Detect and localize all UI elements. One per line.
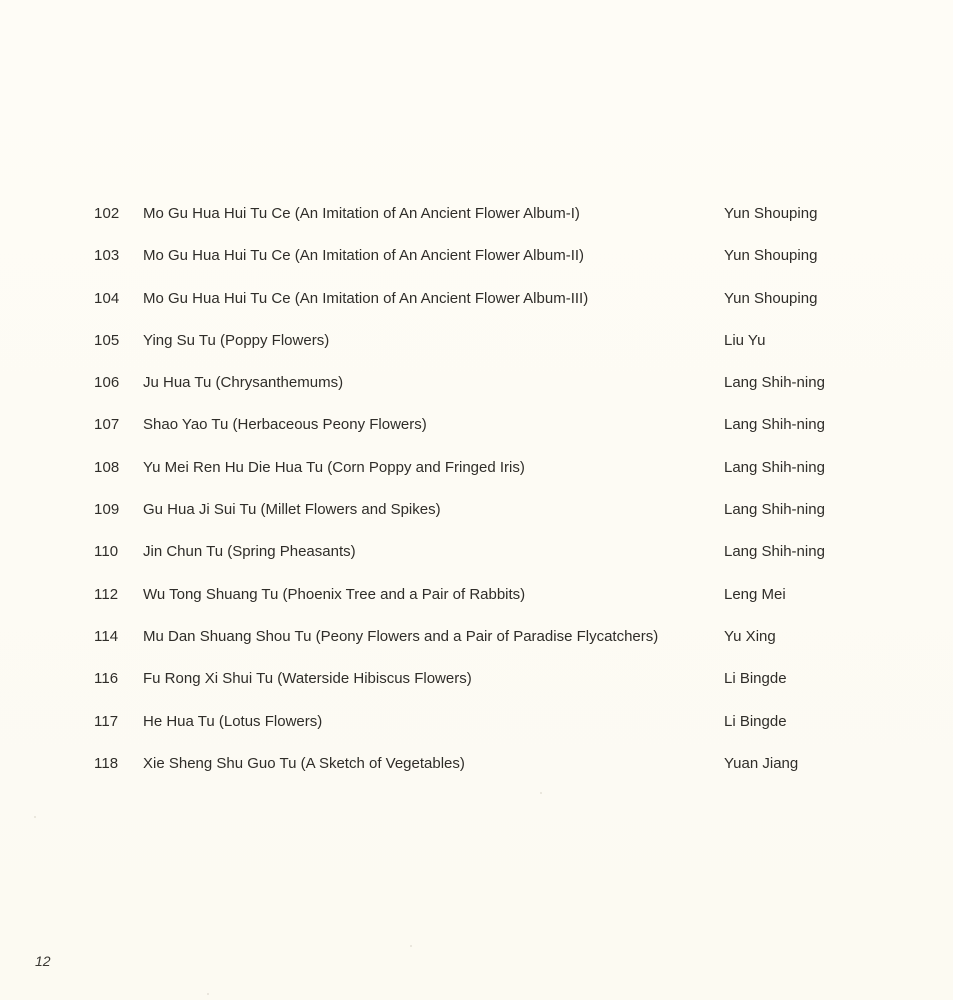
entry-title: Jin Chun Tu (Spring Pheasants) bbox=[143, 543, 356, 561]
entry-page-number: 117 bbox=[94, 712, 119, 730]
entry-title: He Hua Tu (Lotus Flowers) bbox=[143, 712, 323, 730]
entry-page-number: 108 bbox=[94, 458, 120, 476]
entry-title: Mo Gu Hua Hui Tu Ce (An Imitation of An Ancient Flower Album-I) bbox=[143, 205, 580, 222]
contents-entry bbox=[0, 362, 953, 404]
contents-entry bbox=[0, 320, 953, 362]
paper-speck bbox=[34, 816, 36, 818]
entry-page-number: 106 bbox=[94, 374, 120, 392]
entry-page-number: 110 bbox=[94, 543, 119, 561]
contents-entry bbox=[0, 193, 953, 235]
entry-artist: Lang Shih-ning bbox=[724, 501, 825, 519]
entry-artist: Yu Xing bbox=[724, 627, 776, 645]
entry-artist: Yuan Jiang bbox=[724, 754, 799, 772]
contents-list bbox=[0, 193, 953, 785]
entry-artist: Li Bingde bbox=[724, 670, 787, 688]
contents-entry bbox=[0, 531, 953, 573]
entry-title: Wu Tong Shuang Tu (Phoenix Tree and a Pair of Rabbits) bbox=[143, 585, 526, 603]
contents-entry bbox=[0, 701, 953, 743]
entry-artist: Liu Yu bbox=[724, 331, 766, 349]
contents-entry bbox=[0, 235, 953, 277]
entry-page-number: 116 bbox=[94, 670, 119, 688]
contents-entry bbox=[0, 489, 953, 531]
contents-entry bbox=[0, 743, 953, 785]
entry-title: Gu Hua Ji Sui Tu (Millet Flowers and Spikes) bbox=[143, 501, 441, 519]
entry-title: Ying Su Tu (Poppy Flowers) bbox=[143, 331, 330, 349]
contents-entry bbox=[0, 574, 953, 616]
entry-artist: Lang Shih-ning bbox=[724, 374, 825, 392]
entry-artist: Lang Shih-ning bbox=[724, 543, 825, 561]
entry-page-number: 103 bbox=[94, 247, 120, 265]
contents-entry bbox=[0, 278, 953, 320]
entry-page-number: 112 bbox=[94, 585, 119, 603]
entry-artist: Yun Shouping bbox=[724, 289, 818, 307]
entry-page-number: 102 bbox=[94, 205, 120, 222]
contents-entry bbox=[0, 404, 953, 446]
entry-title: Ju Hua Tu (Chrysanthemums) bbox=[143, 374, 344, 392]
entry-artist: Li Bingde bbox=[724, 712, 787, 730]
entry-artist: Lang Shih-ning bbox=[724, 416, 825, 434]
entry-page-number: 114 bbox=[94, 627, 119, 645]
contents-entry bbox=[0, 616, 953, 658]
entry-page-number: 118 bbox=[94, 754, 119, 772]
entry-artist: Lang Shih-ning bbox=[724, 458, 825, 476]
entry-artist: Yun Shouping bbox=[724, 205, 818, 222]
paper-speck bbox=[207, 993, 209, 995]
entry-title: Mu Dan Shuang Shou Tu (Peony Flowers and a Pair of Paradise Flycatchers) bbox=[143, 627, 659, 645]
entry-title: Shao Yao Tu (Herbaceous Peony Flowers) bbox=[143, 416, 427, 434]
entry-page-number: 107 bbox=[94, 416, 120, 434]
entry-title: Mo Gu Hua Hui Tu Ce (An Imitation of An Ancient Flower Album-II) bbox=[143, 247, 585, 265]
entry-page-number: 105 bbox=[94, 331, 120, 349]
entry-artist: Yun Shouping bbox=[724, 247, 818, 265]
entry-title: Xie Sheng Shu Guo Tu (A Sketch of Vegetables) bbox=[143, 754, 465, 772]
entry-title: Fu Rong Xi Shui Tu (Waterside Hibiscus Flowers) bbox=[143, 670, 472, 688]
entry-title: Mo Gu Hua Hui Tu Ce (An Imitation of An Ancient Flower Album-III) bbox=[143, 289, 589, 307]
contents-entry bbox=[0, 447, 953, 489]
entry-artist: Leng Mei bbox=[724, 585, 786, 603]
paper-speck bbox=[540, 792, 542, 794]
entry-title: Yu Mei Ren Hu Die Hua Tu (Corn Poppy and Fringed Iris) bbox=[143, 458, 525, 476]
page-number: 12 bbox=[35, 953, 51, 969]
entry-page-number: 104 bbox=[94, 289, 120, 307]
paper-speck bbox=[410, 945, 412, 947]
contents-entry bbox=[0, 658, 953, 700]
entry-page-number: 109 bbox=[94, 501, 120, 519]
